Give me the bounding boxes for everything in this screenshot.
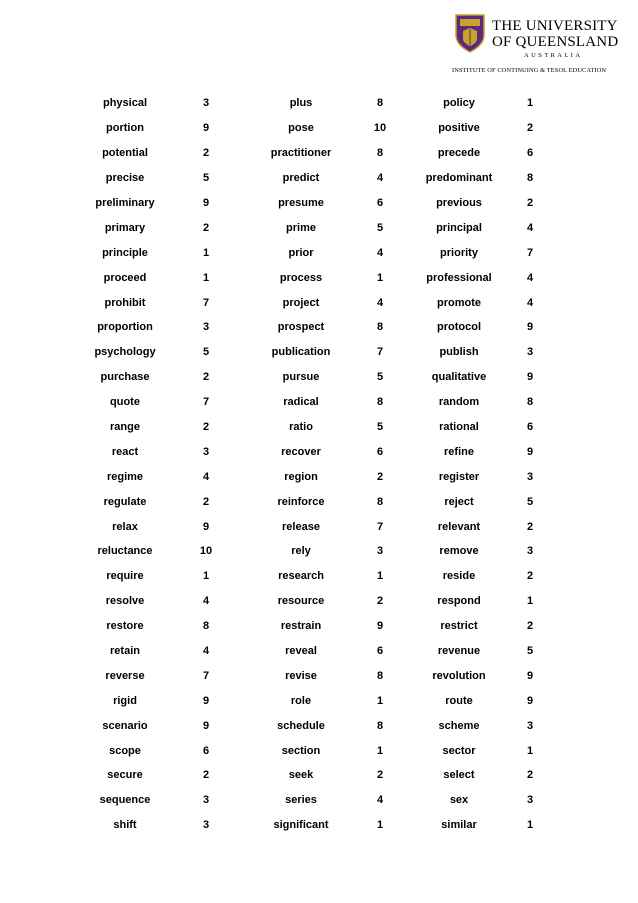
word-2-cell: project [282,296,320,309]
word-2-cell: section [281,744,321,757]
sublist-2-cell: 9 [376,620,384,633]
table-row [92,240,554,265]
sublist-2-cell: 2 [376,769,384,782]
word-1-cell: psychology [94,346,156,359]
table-row [92,564,554,589]
sublist-2-cell: 1 [376,271,384,284]
sublist-2-cell: 6 [376,645,384,658]
sublist-3-cell: 8 [526,396,534,409]
sublist-2-cell: 3 [376,545,384,558]
word-2-cell: prior [288,246,314,259]
word-1-cell: proportion [97,321,153,334]
sublist-3-cell: 3 [526,794,534,807]
sublist-1-cell: 9 [202,520,210,533]
table-row [92,166,554,191]
word-1-cell: reverse [105,669,145,682]
sublist-1-cell: 1 [202,271,210,284]
word-3-cell: restrict [440,620,478,633]
sublist-3-cell: 7 [526,246,534,259]
table-row [92,116,554,141]
word-2-cell: pose [288,122,314,135]
sublist-3-cell: 9 [526,445,534,458]
table-row [92,763,554,788]
word-2-cell: seek [288,769,314,782]
word-2-cell: pursue [282,371,320,384]
word-2-cell: research [278,570,324,583]
word-1-cell: scope [109,744,141,757]
sublist-1-cell: 3 [202,97,210,110]
word-1-cell: range [110,421,140,434]
word-1-cell: rigid [113,694,137,707]
word-1-cell: resolve [105,595,145,608]
sublist-2-cell: 4 [376,794,384,807]
sublist-3-cell: 3 [526,719,534,732]
word-3-cell: reside [442,570,476,583]
word-3-cell: sex [449,794,469,807]
word-3-cell: similar [441,819,477,832]
word-3-cell: random [438,396,480,409]
word-1-cell: regime [106,470,144,483]
sublist-2-cell: 8 [376,97,384,110]
word-1-cell: retain [110,645,140,658]
word-3-cell: remove [439,545,479,558]
sublist-2-cell: 10 [373,122,387,135]
sublist-2-cell: 6 [376,197,384,209]
word-3-cell: qualitative [431,371,487,384]
word-1-cell: relax [112,520,138,533]
sublist-1-cell: 7 [202,296,210,309]
word-3-cell: predominant [425,172,493,185]
word-1-cell: portion [106,122,144,135]
sublist-3-cell: 4 [526,221,534,234]
sublist-1-cell: 9 [202,122,210,135]
sublist-2-cell: 8 [376,669,384,682]
sublist-3-cell: 5 [526,645,534,658]
table-row [92,539,554,564]
sublist-2-cell: 8 [376,719,384,732]
word-2-cell: schedule [277,719,325,732]
sublist-2-cell: 1 [376,694,384,707]
institute-name: INSTITUTE OF CONTINUING & TESOL EDUCATION [452,67,607,74]
word-2-cell: recover [281,445,321,458]
sublist-2-cell: 5 [376,221,384,234]
sublist-3-cell: 3 [526,470,534,483]
word-1-cell: quote [110,396,140,409]
sublist-1-cell: 2 [202,371,210,384]
sublist-3-cell: 2 [526,520,534,533]
table-row [92,365,554,390]
table-row [92,738,554,763]
sublist-2-cell: 2 [376,470,384,483]
sublist-3-cell: 5 [526,495,534,508]
table-row [92,265,554,290]
word-1-cell: proceed [103,271,147,284]
word-2-cell: release [282,520,320,533]
word-1-cell: shift [113,819,137,832]
sublist-1-cell: 7 [202,396,210,409]
word-2-cell: radical [283,396,319,409]
word-3-cell: protocol [437,321,481,334]
sublist-2-cell: 2 [376,595,384,608]
sublist-2-cell: 4 [376,246,384,259]
word-1-cell: principle [102,246,148,259]
sublist-1-cell: 4 [202,645,210,658]
table-row [92,514,554,539]
word-2-cell: predict [282,172,320,185]
word-2-cell: publication [271,346,331,359]
sublist-1-cell: 5 [202,172,210,185]
sublist-3-cell: 2 [526,197,534,209]
word-2-cell: region [284,470,318,483]
word-1-cell: primary [104,221,146,234]
word-2-cell: role [290,694,312,707]
word-1-cell: sequence [99,794,151,807]
word-3-cell: publish [439,346,479,359]
table-row [92,639,554,664]
sublist-3-cell: 3 [526,545,534,558]
word-2-cell: rely [291,545,311,558]
sublist-1-cell: 2 [202,147,210,160]
table-row [92,788,554,813]
sublist-1-cell: 10 [199,545,213,558]
word-1-cell: restore [106,620,144,633]
sublist-2-cell: 8 [376,321,384,334]
sublist-1-cell: 9 [202,719,210,732]
word-3-cell: select [443,769,475,782]
table-row [92,315,554,340]
word-3-cell: scheme [438,719,480,732]
sublist-1-cell: 1 [202,570,210,583]
word-1-cell: potential [102,147,148,160]
table-row [92,215,554,240]
university-name [492,18,618,50]
word-2-cell: reveal [285,645,317,658]
word-2-cell: resource [277,595,325,608]
word-1-cell: preliminary [95,197,155,209]
sublist-1-cell: 7 [202,669,210,682]
sublist-3-cell: 9 [526,321,534,334]
sublist-1-cell: 3 [202,819,210,832]
word-list-table [92,91,554,838]
word-3-cell: principal [436,221,482,234]
sublist-3-cell: 1 [526,744,534,757]
table-row [92,663,554,688]
sublist-3-cell: 3 [526,346,534,359]
table-row [92,390,554,415]
sublist-2-cell: 4 [376,172,384,185]
table-row [92,439,554,464]
sublist-1-cell: 2 [202,769,210,782]
word-3-cell: reject [444,495,474,508]
word-1-cell: secure [107,769,143,782]
word-1-cell: require [106,570,144,583]
sublist-3-cell: 2 [526,122,534,135]
word-1-cell: regulate [103,495,147,508]
word-1-cell: react [111,445,139,458]
university-name-line1: THE UNIVERSITY [492,18,618,34]
sublist-2-cell: 1 [376,819,384,832]
table-row [92,813,554,838]
sublist-2-cell: 8 [376,495,384,508]
sublist-2-cell: 4 [376,296,384,309]
sublist-1-cell: 5 [202,346,210,359]
word-3-cell: revolution [432,669,486,682]
word-3-cell: revenue [437,645,481,658]
sublist-1-cell: 3 [202,321,210,334]
table-row [92,713,554,738]
sublist-1-cell: 4 [202,470,210,483]
sublist-1-cell: 1 [202,246,210,259]
sublist-1-cell: 2 [202,221,210,234]
country-label: AUSTRALIA [524,52,583,59]
word-3-cell: precede [437,147,481,160]
table-row [92,290,554,315]
word-3-cell: relevant [437,520,481,533]
table-row [92,91,554,116]
sublist-2-cell: 8 [376,147,384,160]
table-row [92,464,554,489]
sublist-3-cell: 4 [526,271,534,284]
sublist-2-cell: 5 [376,421,384,434]
word-3-cell: route [445,694,473,707]
sublist-1-cell: 8 [202,620,210,633]
sublist-2-cell: 7 [376,346,384,359]
sublist-1-cell: 3 [202,445,210,458]
sublist-1-cell: 9 [202,694,210,707]
sublist-3-cell: 2 [526,769,534,782]
table-row [92,589,554,614]
sublist-1-cell: 9 [202,197,210,209]
table-row [92,415,554,440]
word-2-cell: prime [286,221,316,234]
table-row [92,191,554,216]
word-list-body [92,91,554,838]
word-2-cell: restrain [280,620,322,633]
word-3-cell: policy [443,97,475,110]
sublist-1-cell: 4 [202,595,210,608]
sublist-1-cell: 2 [202,495,210,508]
word-3-cell: register [438,470,480,483]
sublist-3-cell: 1 [526,819,534,832]
word-2-cell: reinforce [277,495,325,508]
table-row [92,614,554,639]
word-2-cell: significant [273,819,329,832]
word-2-cell: practitioner [270,147,332,160]
sublist-3-cell: 1 [526,97,534,110]
sublist-2-cell: 1 [376,744,384,757]
university-name-line2: OF QUEENSLAND [492,34,619,50]
sublist-1-cell: 3 [202,794,210,807]
university-crest-icon [454,13,486,53]
word-3-cell: priority [440,246,478,259]
word-3-cell: promote [437,296,481,309]
word-1-cell: precise [105,172,145,185]
sublist-1-cell: 6 [202,744,210,757]
sublist-3-cell: 6 [526,147,534,160]
table-row [92,340,554,365]
sublist-2-cell: 8 [376,396,384,409]
sublist-3-cell: 9 [526,694,534,707]
word-1-cell: scenario [102,719,148,732]
sublist-3-cell: 8 [526,172,534,185]
sublist-1-cell: 2 [202,421,210,434]
sublist-2-cell: 5 [376,371,384,384]
word-2-cell: prospect [277,321,325,334]
word-2-cell: revise [285,669,317,682]
sublist-3-cell: 2 [526,570,534,583]
sublist-2-cell: 7 [376,520,384,533]
word-3-cell: previous [436,197,482,209]
sublist-2-cell: 6 [376,445,384,458]
word-3-cell: respond [437,595,481,608]
sublist-3-cell: 9 [526,669,534,682]
word-2-cell: series [285,794,317,807]
word-3-cell: rational [439,421,479,434]
word-1-cell: prohibit [104,296,146,309]
word-2-cell: presume [278,197,324,209]
sublist-3-cell: 6 [526,421,534,434]
word-2-cell: process [279,271,323,284]
word-3-cell: sector [442,744,476,757]
sublist-3-cell: 4 [526,296,534,309]
sublist-3-cell: 2 [526,620,534,633]
word-1-cell: physical [102,97,148,110]
word-3-cell: refine [444,445,474,458]
sublist-3-cell: 9 [526,371,534,384]
word-3-cell: professional [426,271,492,284]
sublist-3-cell: 1 [526,595,534,608]
word-1-cell: reluctance [97,545,153,558]
word-2-cell: plus [289,97,313,110]
table-row [92,489,554,514]
sublist-2-cell: 1 [376,570,384,583]
table-row [92,141,554,166]
table-row [92,688,554,713]
word-1-cell: purchase [100,371,150,384]
word-2-cell: ratio [289,421,313,434]
word-3-cell: positive [438,122,480,135]
university-header [448,10,630,80]
